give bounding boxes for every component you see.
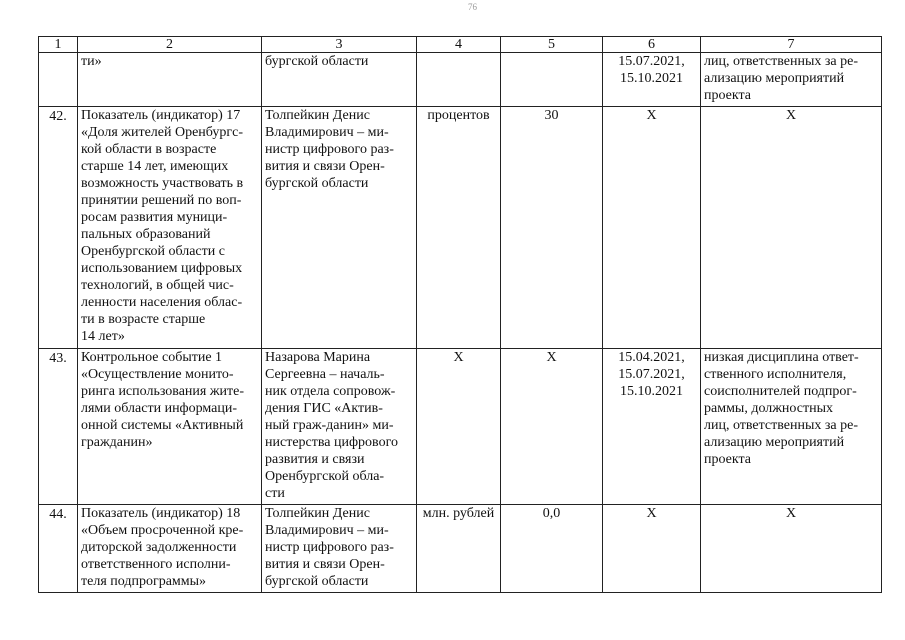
control-dates: 15.07.2021, 15.10.2021 xyxy=(603,53,701,107)
target-value: X xyxy=(501,349,603,505)
risks: низкая дисциплина ответ- ственного исполнителя, соисполнителей подпрог- раммы, должностных лиц, ответственных за ре- ализацию мероприятий проекта xyxy=(701,349,882,505)
responsible-person: Назарова Марина Сергеевна – началь- ник отдела сопровож- дения ГИС «Актив- ный граж-данин» ми- нистерства цифрового развития и связи Оренбургской обла- сти xyxy=(262,349,417,505)
target-value: 30 xyxy=(501,107,603,349)
row-number: 42. xyxy=(39,107,78,349)
risks: X xyxy=(701,107,882,349)
col-header-6: 6 xyxy=(603,37,701,53)
indicator-name: Показатель (индикатор) 18 «Объем просроченной кре- диторской задолженности ответственного исполни- теля подпрограммы» xyxy=(78,505,262,593)
control-dates: X xyxy=(603,107,701,349)
header-row xyxy=(39,37,882,53)
indicator-name: Контрольное событие 1 «Осуществление монито- ринга использования жите- лями области информаци- онной системы «Активный гражданин» xyxy=(78,349,262,505)
row-number: 44. xyxy=(39,505,78,593)
row-number xyxy=(39,53,78,107)
measures-table xyxy=(38,36,882,593)
col-header-1: 1 xyxy=(39,37,78,53)
target-value xyxy=(501,53,603,107)
responsible-person: бургской области xyxy=(262,53,417,107)
unit: X xyxy=(417,349,501,505)
col-header-7: 7 xyxy=(701,37,882,53)
page-number: 76 xyxy=(468,2,477,12)
risks: лиц, ответственных за ре- ализацию мероприятий проекта xyxy=(701,53,882,107)
col-header-4: 4 xyxy=(417,37,501,53)
table-row xyxy=(39,53,882,107)
table-row xyxy=(39,107,882,349)
table-row xyxy=(39,505,882,593)
unit: млн. рублей xyxy=(417,505,501,593)
unit xyxy=(417,53,501,107)
col-header-3: 3 xyxy=(262,37,417,53)
unit: процентов xyxy=(417,107,501,349)
control-dates: X xyxy=(603,505,701,593)
col-header-5: 5 xyxy=(501,37,603,53)
indicator-name: ти» xyxy=(78,53,262,107)
responsible-person: Толпейкин Денис Владимирович – ми- нистр цифрового раз- вития и связи Орен- бургской области xyxy=(262,505,417,593)
table-row xyxy=(39,349,882,505)
row-number: 43. xyxy=(39,349,78,505)
risks: X xyxy=(701,505,882,593)
indicator-name: Показатель (индикатор) 17 «Доля жителей Оренбургс- кой области в возрасте старше 14 лет, имеющих возможность участвовать в принятии решений по воп- росам развития муници- пальных образований Оренбургской области с использованием цифровых технологий, в общей чис- ленности населения облас- ти в возрасте старше 14 лет» xyxy=(78,107,262,349)
responsible-person: Толпейкин Денис Владимирович – ми- нистр цифрового раз- вития и связи Орен- бургской области xyxy=(262,107,417,349)
target-value: 0,0 xyxy=(501,505,603,593)
control-dates: 15.04.2021, 15.07.2021, 15.10.2021 xyxy=(603,349,701,505)
col-header-2: 2 xyxy=(78,37,262,53)
